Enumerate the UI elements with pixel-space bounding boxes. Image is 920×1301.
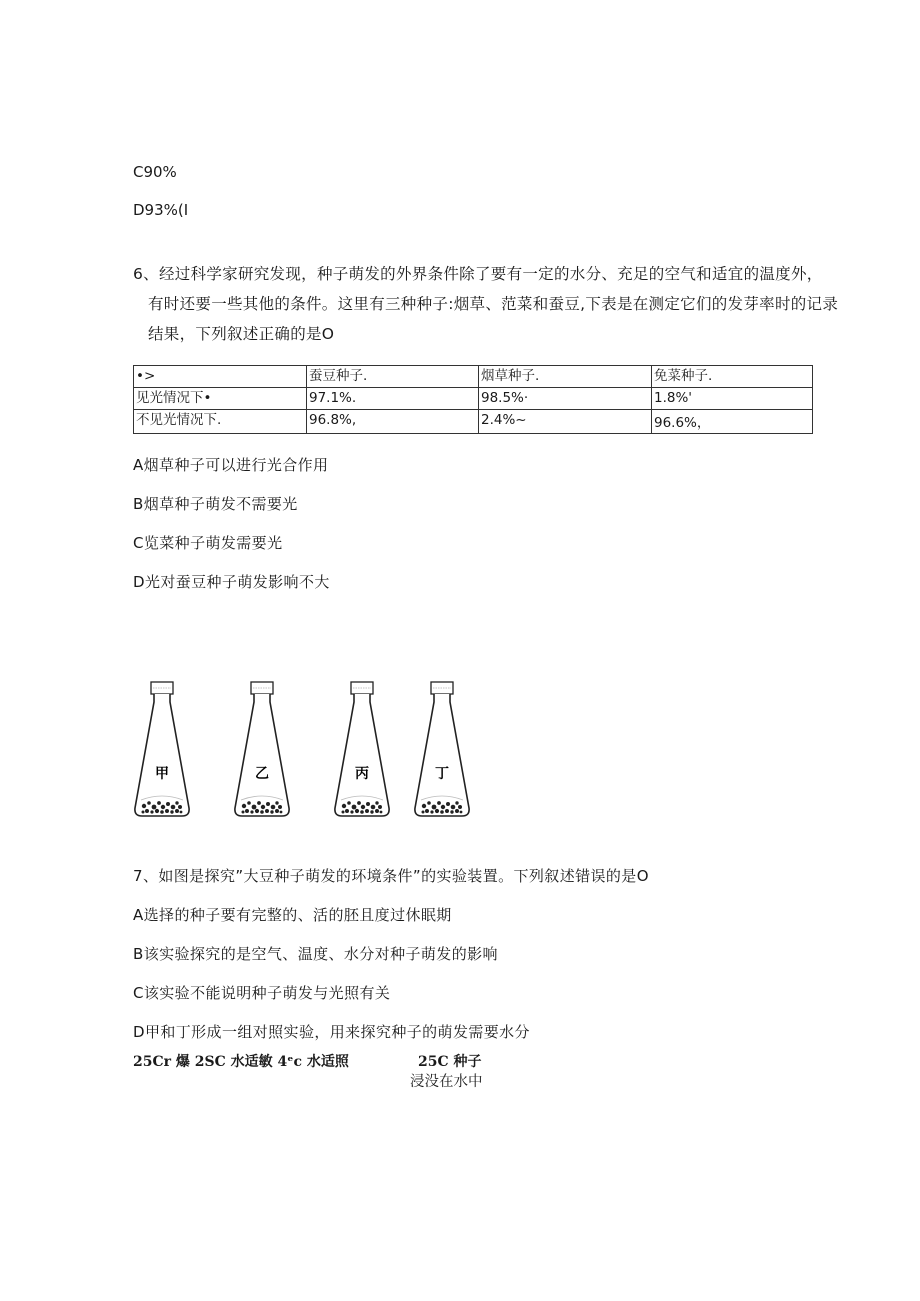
flask-label: 丙 [355, 766, 369, 782]
q7-option-d: D甲和丁形成一组对照实验，用来探究种子的萌发需要水分 [133, 1023, 530, 1041]
table-header: 蚕豆种子. [307, 366, 479, 388]
table-row [134, 388, 813, 410]
option-c-top: C90% [133, 163, 177, 181]
q6-line-2: 有时还要一些其他的条件。这里有三种种子:烟草、范菜和蚕豆,下表是在测定它们的发芽率时的记录 [148, 295, 839, 313]
table-cell: 96.6%， [652, 410, 813, 434]
table-header: 烟草种子. [479, 366, 652, 388]
question-6-stem [133, 259, 893, 349]
flask-bing [335, 682, 389, 816]
q7-option-a: A选择的种子要有完整的、活的胚且度过休眠期 [133, 906, 452, 924]
table-cell: 98.5%· [479, 388, 652, 410]
table-cell: 97.1%. [307, 388, 479, 410]
q6-option-a: A烟草种子可以进行光合作用 [133, 456, 329, 474]
flask-condition-labels: 25Cr 爆 2SC 水适敏 4ᵉc 水适照 [133, 1054, 349, 1070]
q6-option-d: D光对蚕豆种子萌发影响不大 [133, 573, 330, 591]
flask-ding [415, 682, 469, 816]
germination-table [133, 365, 813, 434]
q7-option-c: C该实验不能说明种子萌发与光照有关 [133, 984, 391, 1002]
flask-label: 丁 [435, 766, 449, 782]
flask-yi [235, 682, 289, 816]
table-cell: 1.8%' [652, 388, 813, 410]
q7-option-b: B该实验探究的是空气、温度、水分对种子萌发的影响 [133, 945, 498, 963]
option-d-top: D93%(I [133, 201, 189, 219]
table-cell: 见光情况下• [134, 388, 307, 410]
q6-line-3: 结果，下列叙述正确的是O [148, 325, 335, 343]
table-header: 免菜种子. [652, 366, 813, 388]
table-header-row [134, 366, 813, 388]
table-header: •> [134, 366, 307, 388]
question-7-stem: 7、如图是探究”大豆种子萌发的环境条件”的实验装置。下列叙述错误的是O [133, 867, 649, 885]
flask-diagram [132, 680, 482, 825]
table-row [134, 410, 813, 434]
flask-label: 甲 [155, 766, 169, 782]
flask-jia [135, 682, 189, 816]
table-cell: 不见光情况下. [134, 410, 307, 434]
q6-option-b: B烟草种子萌发不需要光 [133, 495, 298, 513]
flask-condition-sub: 浸没在水中 [410, 1074, 483, 1090]
q6-option-c: C览菜种子萌发需要光 [133, 534, 283, 552]
table-cell: 2.4%~ [479, 410, 652, 434]
table-cell: 96.8%, [307, 410, 479, 434]
flask-label: 乙 [255, 766, 269, 782]
flask-condition-label-right: 25C 种子 [418, 1054, 482, 1070]
q6-line-1: 6、经过科学家研究发现，种子萌发的外界条件除了要有一定的水分、充足的空气和适宜的温度外， [133, 265, 823, 283]
